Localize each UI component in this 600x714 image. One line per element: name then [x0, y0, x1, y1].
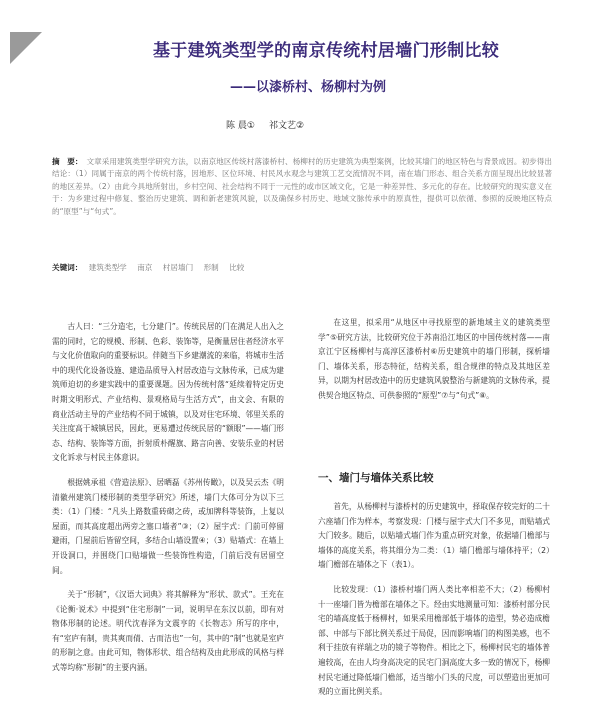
- body-column-right-intro: [318, 316, 550, 414]
- abstract-label: 摘 要：: [52, 157, 83, 166]
- body-paragraph: 在这里，拟采用“从地区中寻找原型的新地域主义的建筑类型学”⑤研究方法，比较研究位于苏南沿江地区的中国传统村落——南京江宁区杨柳村与高淳区漆桥村⑥历史建筑中的墙门形制，探析墙门、墙体关系，形态特征，结构关系，组合规律的特点及其地区差异，以期为村居改造中的历史建筑风貌整治与新建筑的文脉传承，提供契合地区特点、可供参照的“原型”⑦与“句式”⑧。: [318, 318, 550, 400]
- keyword: 形制: [203, 263, 219, 272]
- keyword: 建筑类型学: [88, 263, 127, 272]
- keyword: 比较: [229, 263, 245, 272]
- author-1: 陈 晨①: [226, 121, 255, 131]
- body-column-left: [52, 320, 284, 714]
- author-2: 祁文艺②: [268, 121, 305, 131]
- author-list: [226, 118, 304, 131]
- abstract: [52, 156, 552, 218]
- body-paragraph: 关于“形制”，《汉语大词典》将其解释为“形状、款式”。王充在《论衡·说术》中提到“住宅形制”一词，说明早在东汉以前，即有对物体形制的论述。明代沈春泽为文震亨的《长物志》所写的序中，有“室庐有制，贵其爽而倩、古而洁也”一句，其中的“制”也就是室庐的形制之意。由此可知，物体形状、组合结构及由此形成的风格与样式等均称“形制”的主要内涵。: [52, 590, 284, 673]
- section-heading: 一、墙门与墙体关系比较: [318, 472, 434, 484]
- body-column-right: [318, 500, 550, 714]
- keyword: 村居墙门: [162, 263, 194, 272]
- body-paragraph: 首先，从杨柳村与漆桥村的历史建筑中，择取保存较完好的二十六座墙门作为样本，考察发现：门楼与屋宇式大门不多见，而贴墙式大门较多。随后，以贴墙式墙门作为重点研究对象，依据墙门檐部与墙体的高度关系，将其细分为二类：（1）墙门檐部与墙体持平；（2）墙门檐部在墙体之下（表1）。: [318, 502, 550, 570]
- body-paragraph: 比较发现：（1）漆桥村墙门两人类比率相差不大；（2）杨柳村十一座墙门皆为檐部在墙体之下。经由实地测量可知：漆桥村部分民宅的墙高度低于杨柳村，如果采用檐部低于墙体的造型，势必造成檐部、中部与下部比例关系过于局促，因而影响墙门的构图美感，也不利于挂放有祥瑞之功的镜子等物件。相比之下，杨柳村民宅的墙体普遍较高，在由人均身高决定的民宅门洞高度大多一致的情况下，杨柳村民宅通过降低墙门檐部，适当缩小门头的尺度，可以塑造出更加可观的立面比例关系。: [318, 584, 550, 697]
- body-paragraph: 根据姚承祖《营造法原》、居晒磊《苏州传瞰》，以及吴云杰《明清徽州建筑门楼形制的类型学研究》所述，墙门大体可分为以下三类：（1）门楼：“凡头上路数重砖砌之砖，或加牌科等装饰，上复以屋面，而其高度超出两旁之塞口墙者”③；（2）屋宇式：门前可停留避雨，门屋前后皆留空间，多结合山墙设置④；（3）贴墙式：在墙上开设洞口，并围绕门口贴墙做一些装饰性构造，门前后没有居留空间。: [52, 477, 284, 575]
- corner-fold-mark: [8, 30, 44, 66]
- body-paragraph: 古人曰：“三分造宅，七分建门”。传统民居的门在满足人出入之需的同时，它的规模、形制、色彩、装饰等，是衡量居住者经济水平与文化价值取向的重要标识。伴随当下乡建潮流的来临，将城市生活中的现代化设备设施、建造品质导入村居改造与文脉传承，已成为建筑师迫切的乡建实践中的重要课题。因为传统村落“延续着特定历史时期文明形式、产业结构、景观格局与生活方式”，由文会、有限的商业活动主导的产业结构不同于城镇，以及对住宅环境、邻里关系的关注度高于城镇居民，因此，更易遭过传统民居的“额眼”——墙门形态、结构、装饰等方面，折射质朴醒旗、路言向善、安装乐业的村居文化诉求与村民主体意识。: [52, 322, 284, 463]
- keyword: 南京: [137, 263, 153, 272]
- paper-title: 基于建筑类型学的南京传统村居墙门形制比较: [153, 41, 499, 61]
- keywords: [52, 262, 552, 273]
- paper-subtitle: ——以漆桥村、杨柳村为例: [230, 80, 387, 95]
- keywords-label: 关键词：: [52, 263, 83, 272]
- abstract-text: 文章采用建筑类型学研究方法，以南京地区传统村落漆桥村、杨柳村的历史建筑为典型案例，比较其墙门的地区特色与背景成因。初步得出结论：（1）同属于南京的两个传统村落，因地形、区位环境、村民风水观念与建筑工艺交流情况不同，南在墙门形态、组合关系方面呈现出比较显著的地区差异。（2）由此今具地所射出，乡村空间、社会结构不同于一元性的或市区域文化，它是一种差异性、多元化的存在。比较研究的现实意义在于：为乡建过程中修复、整治历史建筑、调和新老建筑风貌，以及确保乡村历史、地域文脉传承中的原真性，提供可以依循、参照的反映地区特点的“原型”与“句式”。: [52, 157, 552, 216]
